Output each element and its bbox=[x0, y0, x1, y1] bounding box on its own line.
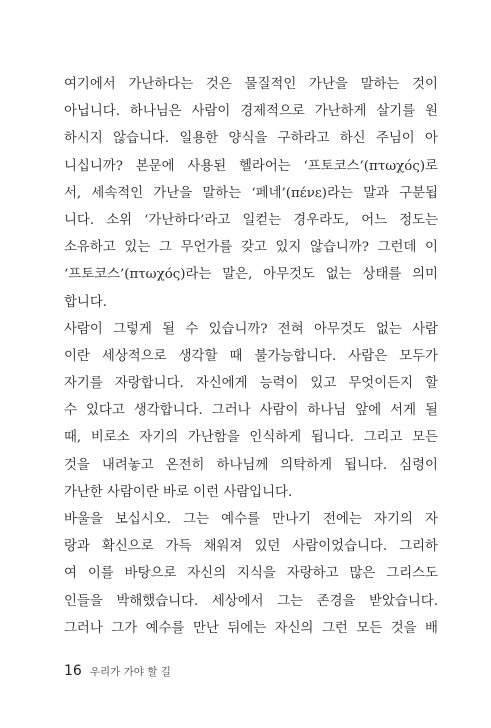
text-line: 여기에서 가난하다는 것은 물질적인 가난을 말하는 것이 bbox=[64, 77, 438, 92]
text-line: ‘프토코스’(πτωχός)라는 말은, 아무것도 없는 상태를 의미 bbox=[64, 267, 438, 283]
text-line: 때, 비로소 자기의 가난함을 인식하게 됩니다. 그리고 모든 bbox=[64, 430, 438, 446]
running-title: 우리가 가야 할 길 bbox=[89, 666, 171, 678]
text-line: 수 있다고 생각합니다. 그러나 사람이 하나님 앞에 서게 될 bbox=[64, 403, 438, 419]
text-line: 하시지 않습니다. 일용한 양식을 구하라고 하신 주님이 아 bbox=[64, 131, 438, 147]
text-line: 랑과 확신으로 가득 채워져 있던 사람이었습니다. 그리하 bbox=[64, 539, 438, 555]
text-line: 것을 내려놓고 온전히 하나님께 의탁하게 됩니다. 심령이 bbox=[64, 457, 438, 473]
text-line: 이란 세상적으로 생각할 때 불가능합니다. 사람은 모두가 bbox=[64, 348, 438, 364]
text-line: 인들을 박해했습니다. 세상에서 그는 존경을 받았습니다. bbox=[64, 593, 438, 609]
text-line: 여 이를 바탕으로 자신의 지식을 자랑하고 많은 그리스도 bbox=[64, 566, 438, 582]
text-line: 소유하고 있는 그 무언가를 갖고 있지 않습니까? 그런데 이 bbox=[64, 240, 438, 256]
text-line: 니다. 소위 ‘가난하다’라고 일컫는 경우라도, 어느 정도는 bbox=[64, 212, 439, 228]
text-line: 그러나 그가 예수를 만난 뒤에는 자신의 그런 모든 것을 배 bbox=[64, 620, 438, 636]
text-line: 니십니까? 본문에 사용된 헬라어는 ‘프토코스’(πτωχός)로 bbox=[64, 158, 438, 174]
page-footer bbox=[64, 663, 171, 683]
text-line: 자기를 자랑합니다. 자신에게 능력이 있고 무엇이든지 할 bbox=[64, 376, 438, 392]
text-line: 서, 세속적인 가난을 말하는 ‘페네’(πένε)라는 말과 구분됩 bbox=[64, 185, 438, 201]
page-number: 16 bbox=[64, 663, 82, 679]
body-text bbox=[64, 71, 438, 642]
text-line: 합니다. bbox=[64, 294, 108, 310]
text-line: 사람이 그렇게 될 수 있습니까? 전혀 아무것도 없는 사람 bbox=[64, 321, 438, 337]
text-line: 가난한 사람이란 바로 이런 사람입니다. bbox=[64, 484, 293, 500]
text-line: 바울을 보십시오. 그는 예수를 만나기 전에는 자기의 자 bbox=[64, 512, 438, 527]
text-line: 아닙니다. 하나님은 사람이 경제적으로 가난하게 살기를 원 bbox=[64, 104, 438, 120]
